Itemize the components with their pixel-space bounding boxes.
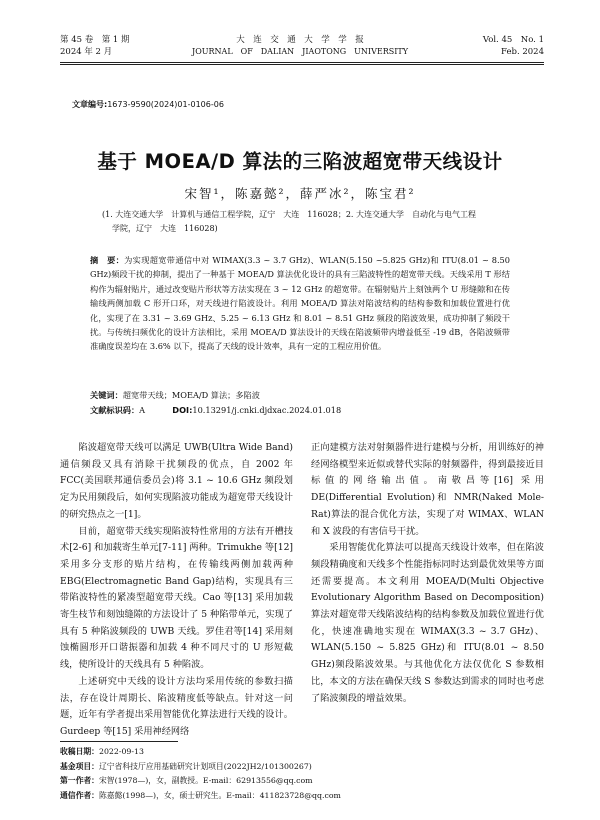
paper-title: 基于 MOEA/D 算法的三陷波超宽带天线设计 xyxy=(97,150,503,173)
date-cn: 2024 年 2 月 xyxy=(60,47,113,57)
header-rule xyxy=(60,62,544,63)
keywords-label: 关键词： xyxy=(90,390,123,400)
affiliation-line-1: (1. 大连交通大学 计算机与通信工程学院，辽宁 大连 116028；2. 大连交通大学 自动化与电气工程 xyxy=(102,210,477,219)
journal-title-cn: 大 连 交 通 大 学 学 报 xyxy=(236,35,364,45)
paragraph: 上述研究中天线的设计方法均采用传统的参数扫描法，存在设计周期长、陷波精度低等缺点。针对这一问题，近年有学者提出采用智能优化算法进行天线的设计。Gurdeep 等[15] 采用神经网络 xyxy=(60,675,293,737)
article-number xyxy=(72,99,224,110)
keywords xyxy=(90,388,260,403)
footnote-rule xyxy=(60,741,178,742)
article-number-value: 1673-9590(2024)01-0106-06 xyxy=(107,100,224,109)
classification xyxy=(90,403,341,418)
first-author: 第一作者：宋智(1978—)，女，副教授。E-mail：62913556@qq.com xyxy=(60,776,313,785)
body-column-left xyxy=(60,440,293,741)
body-column-right xyxy=(311,440,544,707)
abstract xyxy=(90,253,510,354)
article-number-label: 文章编号: xyxy=(72,100,108,109)
footnotes xyxy=(60,745,341,803)
volume-issue-en: Vol. 45 No. 1 xyxy=(482,35,544,45)
journal-title-en: JOURNAL OF DALIAN JIAOTONG UNIVERSITY xyxy=(192,47,408,56)
received-date: 收稿日期：2022-09-13 xyxy=(60,747,144,756)
paragraph: 陷波超宽带天线可以满足 UWB(Ultra Wide Band)通信频段又具有消除干扰频段的优点，自 2002 年 FCC(美国联邦通信委员会)将 3.1 ~ 10.6 GHz 频段划定为民用频段后，如何实现陷波功能成为超宽带天线设计的研究热点之一[1]。 xyxy=(60,442,293,520)
abstract-text: 为实现超宽带通信中对 WIMAX(3.3 ~ 3.7 GHz)、WLAN(5.150 ~5.825 GHz)和 ITU(8.01 ~ 8.50 GHz)频段干扰的抑制，提出了一种基于 MOEA/D 算法优化设计的具有三陷波特性的超宽带天线。天线采用 T 形结构作为辐射贴片，通过改变贴片形状等方法实现在 3 ~ 12 GHz 的超宽带。在辐射贴片上刻蚀两个 U 形缝隙和在传输线两侧加载 C 形开口环，对天线进行陷波设计。利用 MOEA/D 算法对陷波结构的结构参数和加载位置进行优化，实现了在 3.31 ~ 3.69 GHz、5.25 ~ 6.13 GHz 和 8.01 ~ 8.51 GHz 频段的陷波效果，成功抑制了频段干扰。与传统扫频优化的设计方法相比，采用 MOEA/D 算法设计的天线在陷波频带内增益低至 -19 dB，各陷波频带准确度误差均在 3.6% 以下，提高了天线的设计效率，具有一定的工程应用价值。 xyxy=(90,255,510,352)
doi-value: 10.13291/j.cnki.djdxac.2024.01.018 xyxy=(192,405,342,415)
header-rule-2 xyxy=(60,64,544,65)
classification-code: A xyxy=(139,405,146,415)
funding: 基金项目：辽宁省科技厅应用基础研究计划项目(2022JH2/101300267) xyxy=(60,761,312,771)
affiliation-line-2: 学院，辽宁 大连 116028) xyxy=(112,224,218,233)
date-en: Feb. 2024 xyxy=(501,47,544,57)
doi-label: DOI: xyxy=(172,405,193,415)
keywords-text: 超宽带天线；MOEA/D 算法；多陷波 xyxy=(122,390,260,400)
abstract-label: 摘 要： xyxy=(90,255,125,265)
paragraph: 正向建模方法对射频器件进行建模与分析，用训练好的神经网络模型来近似或替代实际的射频器件，得到最接近目标值的网络输出值。南敬昌等[16] 采用 DE(Differential Evolution)和 NMR(Naked Mole-Rat)算法的混合优化方法，实现了对 WIMAX、WLAN 和 X 波段的有害信号干扰。 xyxy=(311,442,544,537)
authors: 宋智¹，陈嘉懿²，薛严冰²，陈宝君² xyxy=(184,186,416,201)
paragraph: 目前，超宽带天线实现陷波特性常用的方法有开槽技术[2-6] 和加载寄生单元[7-11] 两种。Trimukhe 等[12] 采用多分支形的贴片结构，在传输线两侧加载两种 EBG(Electromagnetic Band Gap)结构，实现具有三带陷波特性的紧凑型超宽带天线。Cao 等[13] 采用加载寄生枝节和刻蚀缝隙的方法设计了 5 种陷带单元，实现了具有 5 种陷波频段的 UWB 天线。罗佳君等[14] 采用刻蚀椭圆形开口谐振器和加载 4 种不同尺寸的 U 形短截线，使所设计的天线具有 5 种陷波。 xyxy=(60,525,293,671)
paragraph: 采用智能优化算法可以提高天线设计效率，但在陷波频段精确度和天线多个性能指标同时达到最优效果等方面还需要提高。本文利用 MOEA/D(Multi Objective Evolutionary Algorithm Based on Decomposition)算法对超宽带天线陷波结构的结构参数及加载位置进行优化，快速准确地实现在 WIMAX(3.3 ~ 3.7 GHz)、WLAN(5.150 ~ 5.825 GHz)和 ITU(8.01 ~ 8.50 GHz)频段陷波效果。与其他优化方法仅优化 S 参数相比，本文的方法在确保天线 S 参数达到需求的同时也考虑了陷波频段的增益效果。 xyxy=(311,542,544,704)
corresponding-author: 通信作者：陈嘉懿(1998—)，女，硕士研究生。E-mail：411823728@qq.com xyxy=(60,790,341,800)
volume-issue-cn: 第 45 卷 第 1 期 xyxy=(60,35,130,45)
classification-label: 文献标识码： xyxy=(90,405,140,415)
